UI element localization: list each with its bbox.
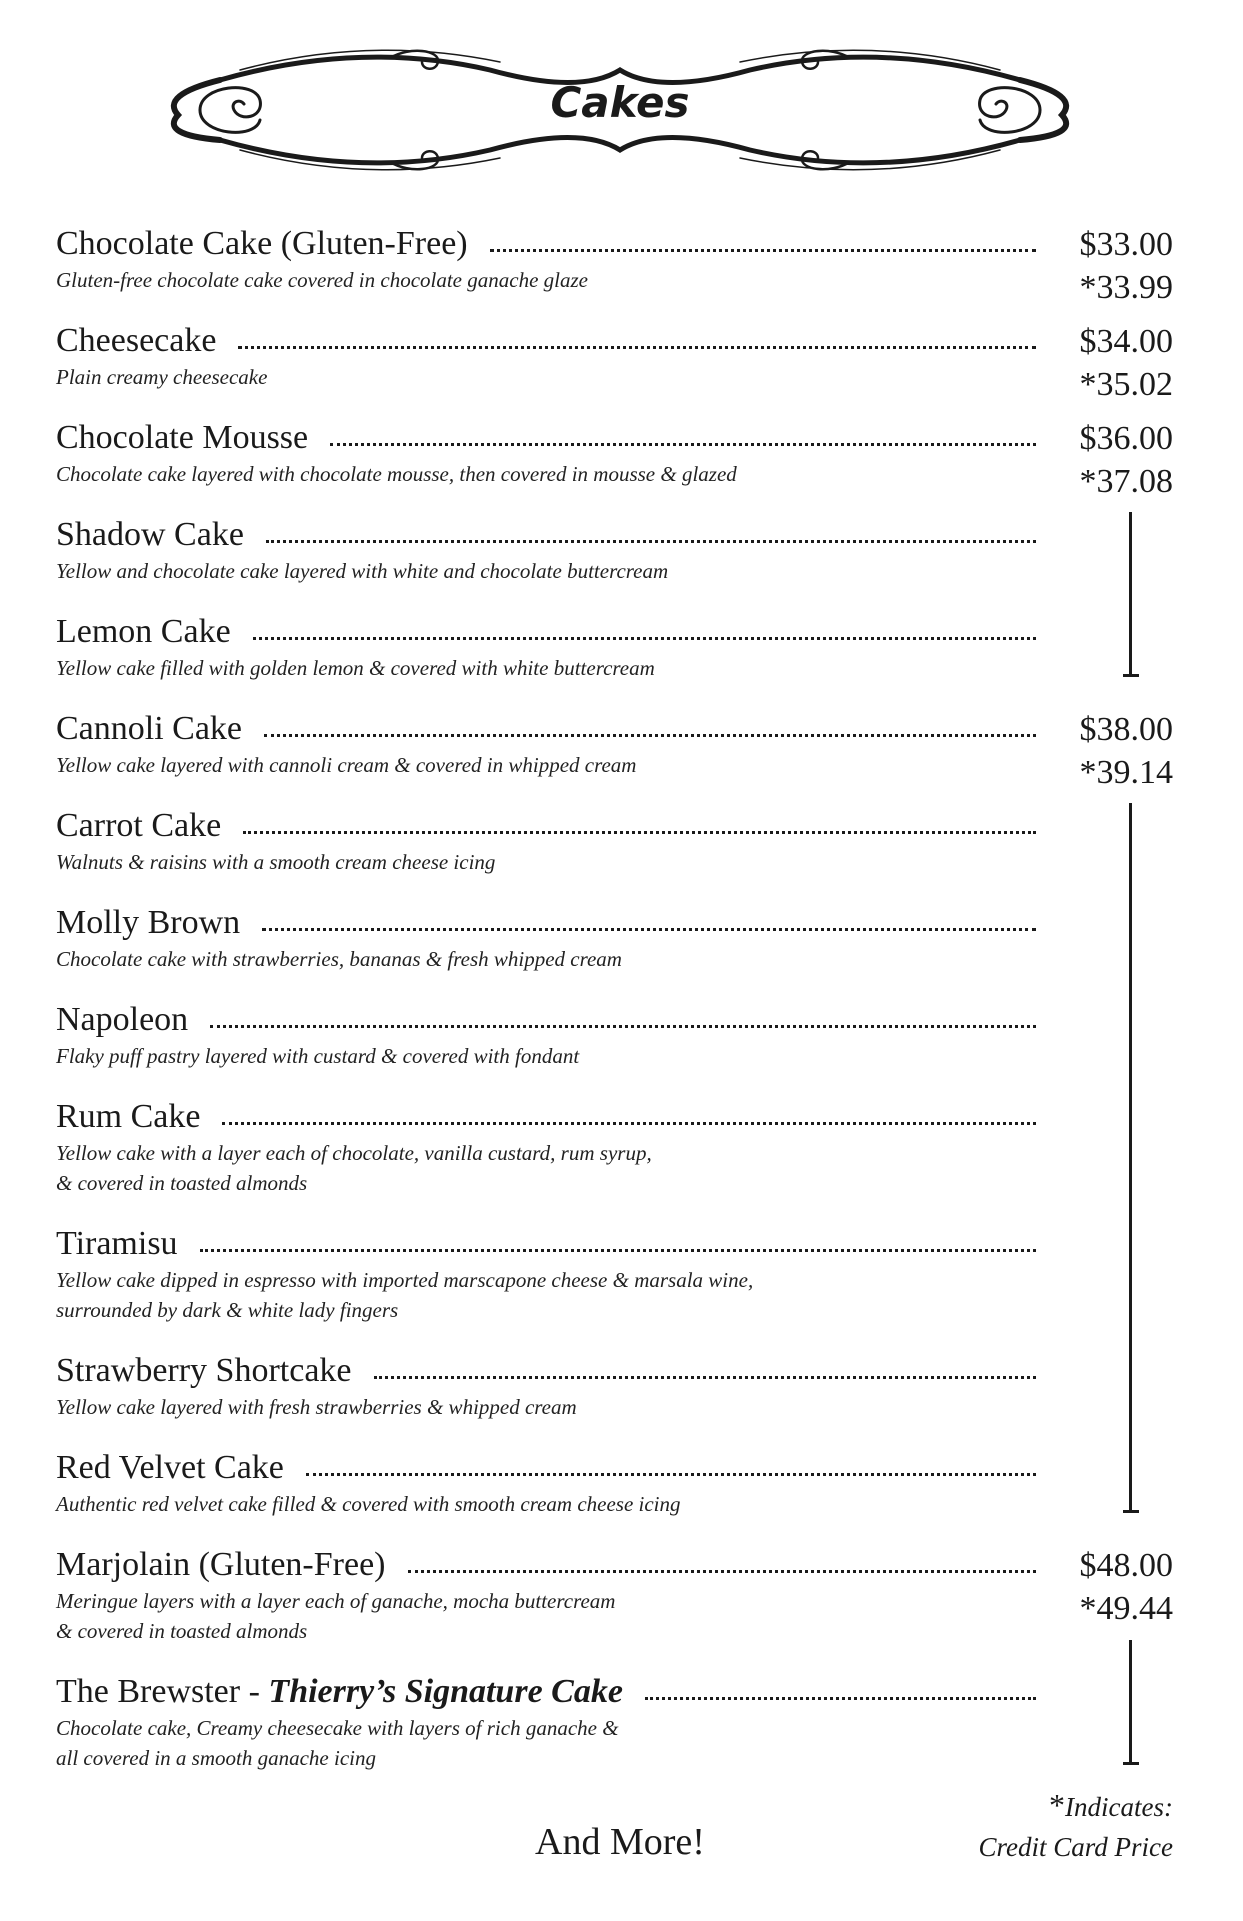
dot-leader [266,540,1036,543]
item-description: & covered in toasted almonds [56,1619,308,1643]
card-price: *37.08 [1079,463,1173,500]
item-name: Chocolate Cake (Gluten-Free) [56,225,468,262]
menu-item-chocolate-mousse [56,419,1036,489]
menu-item-the-brewster [56,1673,1036,1773]
dot-leader [264,734,1036,737]
note-asterisk: * [1049,1787,1066,1823]
dot-leader [645,1697,1036,1700]
price-bracket [1123,512,1139,677]
item-description: & covered in toasted almonds [56,1171,308,1195]
menu-item-rum-cake [56,1098,1036,1198]
menu-item-napoleon [56,1001,1036,1071]
regular-price: $38.00 [1079,711,1173,748]
menu-item-lemon-cake [56,613,1036,683]
item-name: Chocolate Mousse [56,419,309,456]
item-description: surrounded by dark & white lady fingers [56,1298,399,1322]
dot-leader [243,831,1036,834]
item-description: Gluten-free chocolate cake covered in chocolate ganache glaze [56,268,588,292]
price-group-2 [1043,320,1173,406]
regular-price: $48.00 [1079,1547,1173,1584]
item-description: Yellow cake layered with fresh strawberries & whipped cream [56,1395,577,1419]
item-description: Yellow cake layered with cannoli cream & covered in whipped cream [56,753,637,777]
menu-item-shadow-cake [56,516,1036,586]
dot-leader [262,928,1036,931]
item-name: Molly Brown [56,904,241,941]
item-name: Tiramisu [56,1225,178,1262]
card-price: *33.99 [1079,269,1173,306]
item-name: Cheesecake [56,322,217,359]
dot-leader [238,346,1036,349]
dot-leader [330,443,1036,446]
dot-leader [222,1122,1036,1125]
menu-item-chocolate-cake-gf [56,225,1036,295]
item-name: Rum Cake [56,1098,201,1135]
item-name [56,1673,623,1711]
card-price: *39.14 [1079,754,1173,791]
item-description: Yellow cake filled with golden lemon & covered with white buttercream [56,656,655,680]
dot-leader [306,1473,1036,1476]
item-description: Yellow cake with a layer each of chocolate, vanilla custard, rum syrup, [56,1141,652,1165]
title-banner [160,40,1080,180]
regular-price: $34.00 [1079,323,1173,360]
item-name: Strawberry Shortcake [56,1352,352,1389]
item-description: Yellow cake dipped in espresso with imported marscapone cheese & marsala wine, [56,1268,754,1292]
item-description: Chocolate cake, Creamy cheesecake with layers of rich ganache & [56,1716,619,1740]
menu-item-cannoli-cake [56,710,1036,780]
and-more-text: And More! [535,1821,705,1863]
card-price: *49.44 [1079,1590,1173,1627]
menu-item-carrot-cake [56,807,1036,877]
dot-leader [253,637,1036,640]
dot-leader [210,1025,1036,1028]
item-description: all covered in a smooth ganache icing [56,1746,376,1770]
price-group-3 [1043,417,1173,503]
dot-leader [374,1376,1036,1379]
menu-item-strawberry-shortcake [56,1352,1036,1422]
menu-item-marjolain-gf [56,1546,1036,1646]
item-name: Shadow Cake [56,516,244,553]
signature-label: Thierry’s Signature Cake [268,1673,623,1710]
item-description: Walnuts & raisins with a smooth cream cheese icing [56,850,496,874]
item-name: Napoleon [56,1001,189,1038]
item-description: Yellow and chocolate cake layered with white and chocolate buttercream [56,559,669,583]
item-description: Chocolate cake layered with chocolate mousse, then covered in mousse & glazed [56,462,737,486]
credit-card-note [913,1785,1173,1867]
item-name: Marjolain (Gluten-Free) [56,1546,386,1583]
menu-item-cheesecake [56,322,1036,392]
item-name: Carrot Cake [56,807,222,844]
price-bracket [1123,1640,1139,1765]
item-name: Red Velvet Cake [56,1449,284,1486]
menu-item-red-velvet-cake [56,1449,1036,1519]
price-group-4 [1043,708,1173,794]
note-line-2: Credit Card Price [978,1832,1173,1862]
note-line-1: Indicates: [1065,1792,1173,1822]
item-description: Flaky puff pastry layered with custard & covered with fondant [56,1044,580,1068]
item-description: Chocolate cake with strawberries, bananas & fresh whipped cream [56,947,622,971]
item-description: Meringue layers with a layer each of ganache, mocha buttercream [56,1589,616,1613]
regular-price: $36.00 [1079,420,1173,457]
item-name: Cannoli Cake [56,710,243,747]
menu-item-tiramisu [56,1225,1036,1325]
page-title: Cakes [550,78,690,127]
item-name: Lemon Cake [56,613,231,650]
dot-leader [490,249,1036,252]
item-description: Authentic red velvet cake filled & covered with smooth cream cheese icing [56,1492,681,1516]
card-price: *35.02 [1079,366,1173,403]
price-group-1 [1043,223,1173,309]
dot-leader [200,1249,1036,1252]
menu-item-molly-brown [56,904,1036,974]
item-name-base: The Brewster - [56,1673,269,1710]
regular-price: $33.00 [1079,226,1173,263]
item-description: Plain creamy cheesecake [56,365,268,389]
price-bracket [1123,803,1139,1513]
dot-leader [408,1570,1037,1573]
price-group-5 [1043,1544,1173,1630]
